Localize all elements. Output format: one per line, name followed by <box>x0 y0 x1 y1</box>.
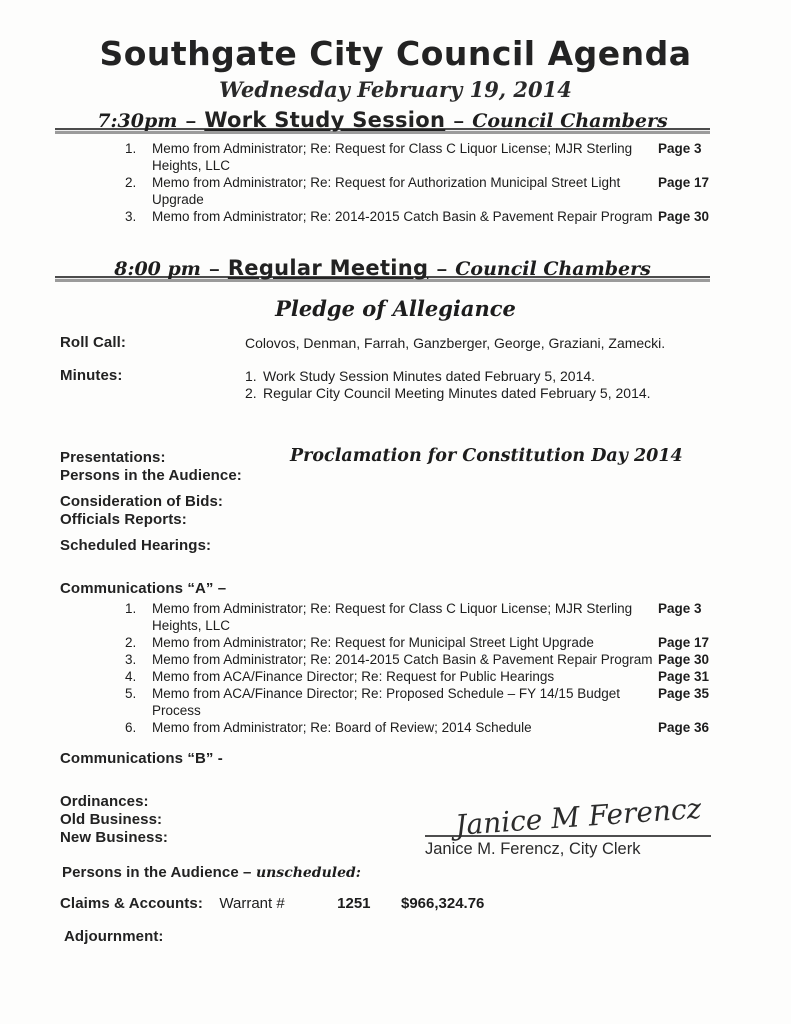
item-page-ref: Page 30 <box>658 652 710 667</box>
warrant-amount: $966,324.76 <box>400 895 485 912</box>
item-page-ref: Page 3 <box>658 141 702 156</box>
item-text: Memo from Administrator; Re: Request for Class C Liquor License; MJR Sterling Heights, LLC <box>152 601 633 633</box>
item-number: 5. <box>125 686 137 701</box>
communications-b-label: Communications “B” - <box>60 750 223 767</box>
agenda-list-item <box>125 719 715 736</box>
signature-block <box>425 791 711 859</box>
ordinances-label: Ordinances: <box>60 793 149 810</box>
item-number: 2. <box>245 385 257 401</box>
communications-a-label: Communications “A” – <box>60 580 227 597</box>
presentations-block <box>0 446 791 555</box>
communications-a-list <box>125 600 715 736</box>
item-text: Regular City Council Meeting Minutes dated February 5, 2014. <box>263 385 651 401</box>
dash-separator: – <box>185 111 196 131</box>
item-number: 3. <box>125 652 137 667</box>
work-study-title: Work Study Session <box>204 108 446 132</box>
consideration-of-bids-label: Consideration of Bids: <box>60 493 224 510</box>
item-page-ref: Page 36 <box>658 720 710 735</box>
minutes-item <box>245 368 651 385</box>
item-number: 4. <box>125 669 137 684</box>
officials-reports-row <box>60 511 791 529</box>
item-text: Memo from ACA/Finance Director; Re: Proposed Schedule – FY 14/15 Budget Process <box>152 686 620 718</box>
item-number: 6. <box>125 720 137 735</box>
work-study-session-header <box>55 108 710 135</box>
persons-in-audience-label: Persons in the Audience: <box>60 467 242 484</box>
persons-unscheduled-qualifier: unscheduled: <box>255 865 361 881</box>
item-number: 1. <box>125 601 137 616</box>
item-number: 2. <box>125 635 137 650</box>
officials-reports-label: Officials Reports: <box>60 511 187 528</box>
item-text: Memo from Administrator; Re: Board of Review; 2014 Schedule <box>152 720 532 735</box>
dash-separator: – <box>436 259 447 279</box>
item-number: 1. <box>125 141 137 156</box>
item-number: 2. <box>125 175 137 190</box>
agenda-list-item <box>125 685 715 719</box>
scheduled-hearings-row <box>60 537 791 555</box>
roll-call-label: Roll Call: <box>60 334 127 351</box>
agenda-list-item <box>125 208 715 225</box>
work-study-item-list <box>125 140 715 225</box>
roll-call-row <box>60 334 791 351</box>
persons-unscheduled-label: Persons in the Audience – <box>62 864 252 881</box>
claims-accounts-row <box>60 895 791 913</box>
presentations-row <box>60 446 791 467</box>
warrant-number: 1251 <box>337 895 371 912</box>
clerk-signature: Janice M Ferencz <box>454 791 703 842</box>
warrant-label: Warrant # <box>219 895 285 912</box>
dash-separator: – <box>209 259 220 279</box>
item-number: 1. <box>245 368 257 384</box>
dash-separator: – <box>453 111 464 131</box>
adjournment-label: Adjournment: <box>64 928 164 945</box>
agenda-list-item <box>125 651 715 668</box>
minutes-item <box>245 385 651 402</box>
new-business-label: New Business: <box>60 829 168 846</box>
meeting-date: Wednesday February 19, 2014 <box>219 77 572 102</box>
item-page-ref: Page 31 <box>658 669 710 684</box>
adjournment-row <box>64 928 791 946</box>
item-text: Work Study Session Minutes dated February 5, 2014. <box>263 368 596 384</box>
item-page-ref: Page 17 <box>658 175 710 190</box>
item-text: Memo from Administrator; Re: Request for Authorization Municipal Street Light Upgrade <box>152 175 621 207</box>
item-text: Memo from Administrator; Re: Request for Municipal Street Light Upgrade <box>152 635 594 650</box>
consideration-of-bids-row <box>60 493 791 511</box>
page-title: Southgate City Council Agenda <box>99 34 692 73</box>
minutes-list <box>245 367 651 402</box>
work-study-time: 7:30pm <box>97 110 178 132</box>
presentations-label: Presentations: <box>60 449 166 466</box>
agenda-list-item <box>125 600 715 634</box>
work-study-location: Council Chambers <box>472 110 668 132</box>
item-text: Memo from Administrator; Re: Request for Class C Liquor License; MJR Sterling Heights, LLC <box>152 141 633 173</box>
regular-meeting-location: Council Chambers <box>455 258 651 280</box>
agenda-list-item <box>125 668 715 685</box>
item-text: Memo from Administrator; Re: 2014-2015 Catch Basin & Pavement Repair Program <box>152 652 653 667</box>
presentations-value: Proclamation for Constitution Day 2014 <box>290 446 683 466</box>
minutes-label: Minutes: <box>60 367 123 384</box>
minutes-row <box>60 367 791 402</box>
persons-in-audience-row <box>60 467 791 485</box>
item-text: Memo from ACA/Finance Director; Re: Request for Public Hearings <box>152 669 555 684</box>
item-page-ref: Page 35 <box>658 686 710 701</box>
item-number: 3. <box>125 209 137 224</box>
item-page-ref: Page 3 <box>658 601 702 616</box>
item-page-ref: Page 30 <box>658 209 710 224</box>
regular-meeting-time: 8:00 pm <box>114 258 201 280</box>
persons-unscheduled-row <box>62 864 791 882</box>
regular-meeting-header <box>55 256 710 283</box>
old-business-label: Old Business: <box>60 811 163 828</box>
item-page-ref: Page 17 <box>658 635 710 650</box>
pledge-of-allegiance: Pledge of Allegiance <box>275 296 516 321</box>
agenda-list-item <box>125 140 715 174</box>
regular-meeting-title: Regular Meeting <box>227 256 429 280</box>
clerk-printed-name: Janice M. Ferencz, City Clerk <box>425 840 641 858</box>
scheduled-hearings-label: Scheduled Hearings: <box>60 537 212 554</box>
agenda-list-item <box>125 174 715 208</box>
agenda-list-item <box>125 634 715 651</box>
item-text: Memo from Administrator; Re: 2014-2015 Catch Basin & Pavement Repair Program <box>152 209 653 224</box>
claims-accounts-label: Claims & Accounts: <box>60 895 203 912</box>
roll-call-names: Colovos, Denman, Farrah, Ganzberger, George, Graziani, Zamecki. <box>245 335 666 351</box>
